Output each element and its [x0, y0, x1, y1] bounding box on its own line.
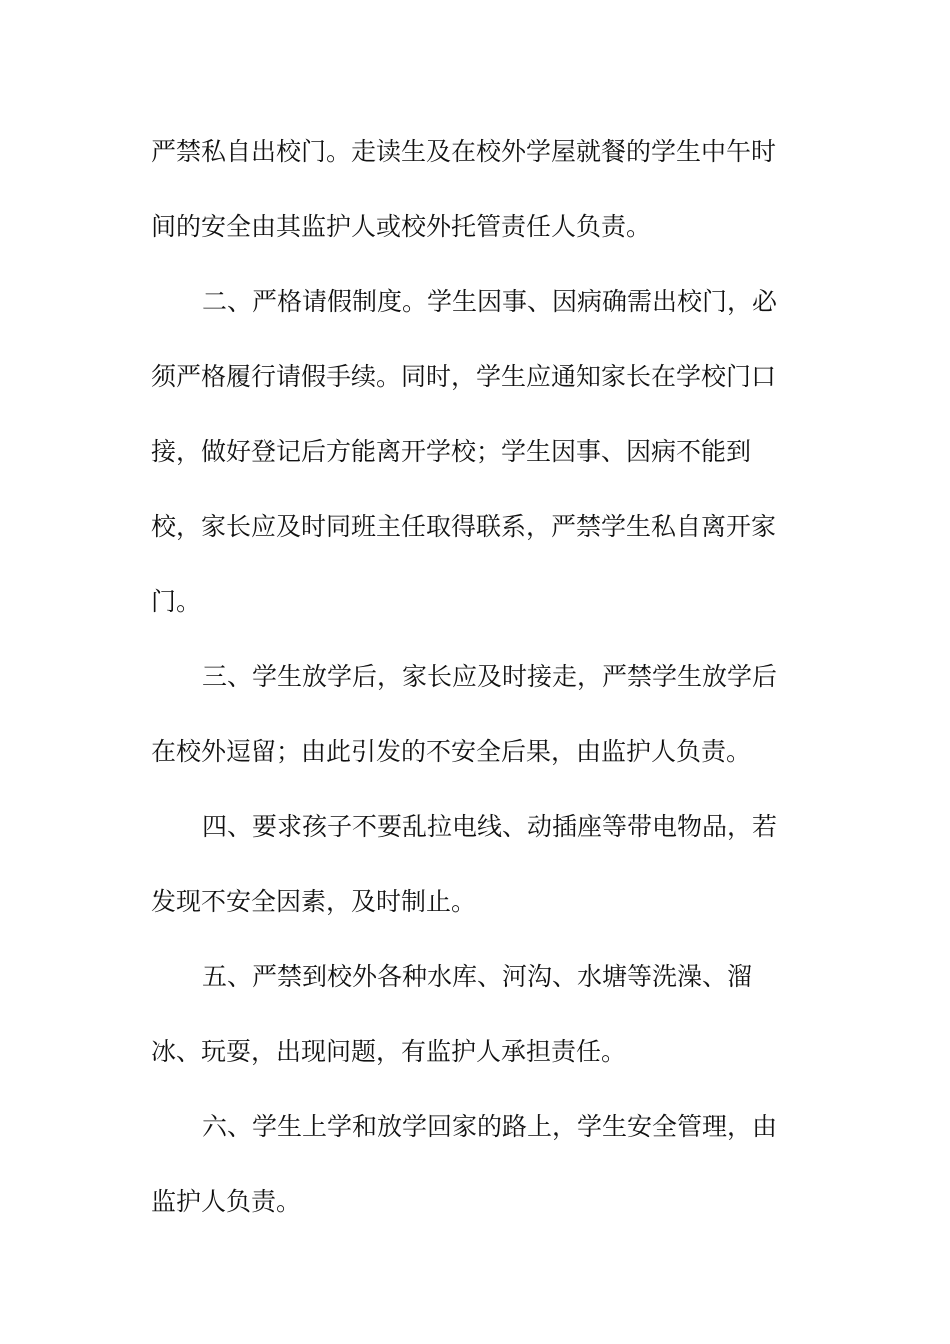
section-5-line: 五、严禁到校外各种水库、河沟、水塘等洗澡、溜	[202, 962, 753, 991]
text-line: 严禁私自出校门。走读生及在校外学屋就餐的学生中午时	[151, 137, 777, 166]
section-6-line: 六、学生上学和放学回家的路上，学生安全管理，由	[202, 1112, 778, 1141]
text-line: 监护人负责。	[151, 1187, 302, 1216]
section-4-line: 四、要求孩子不要乱拉电线、动插座等带电物品，若	[202, 812, 778, 841]
text-line: 冰、玩耍，出现问题，有监护人承担责任。	[151, 1037, 627, 1066]
section-2-line: 二、严格请假制度。学生因事、因病确需出校门，必	[202, 287, 778, 316]
text-line: 在校外逗留；由此引发的不安全后果，由监护人负责。	[151, 737, 752, 766]
section-3-line: 三、学生放学后，家长应及时接走，严禁学生放学后	[202, 662, 778, 691]
text-line: 校，家长应及时同班主任取得联系，严禁学生私自离开家	[151, 512, 777, 541]
text-line: 间的安全由其监护人或校外托管责任人负责。	[151, 212, 652, 241]
text-line: 须严格履行请假手续。同时，学生应通知家长在学校门口	[151, 362, 777, 391]
text-line: 门。	[151, 587, 202, 616]
text-line: 发现不安全因素，及时制止。	[151, 887, 477, 916]
text-line: 接，做好登记后方能离开学校；学生因事、因病不能到	[151, 437, 752, 466]
